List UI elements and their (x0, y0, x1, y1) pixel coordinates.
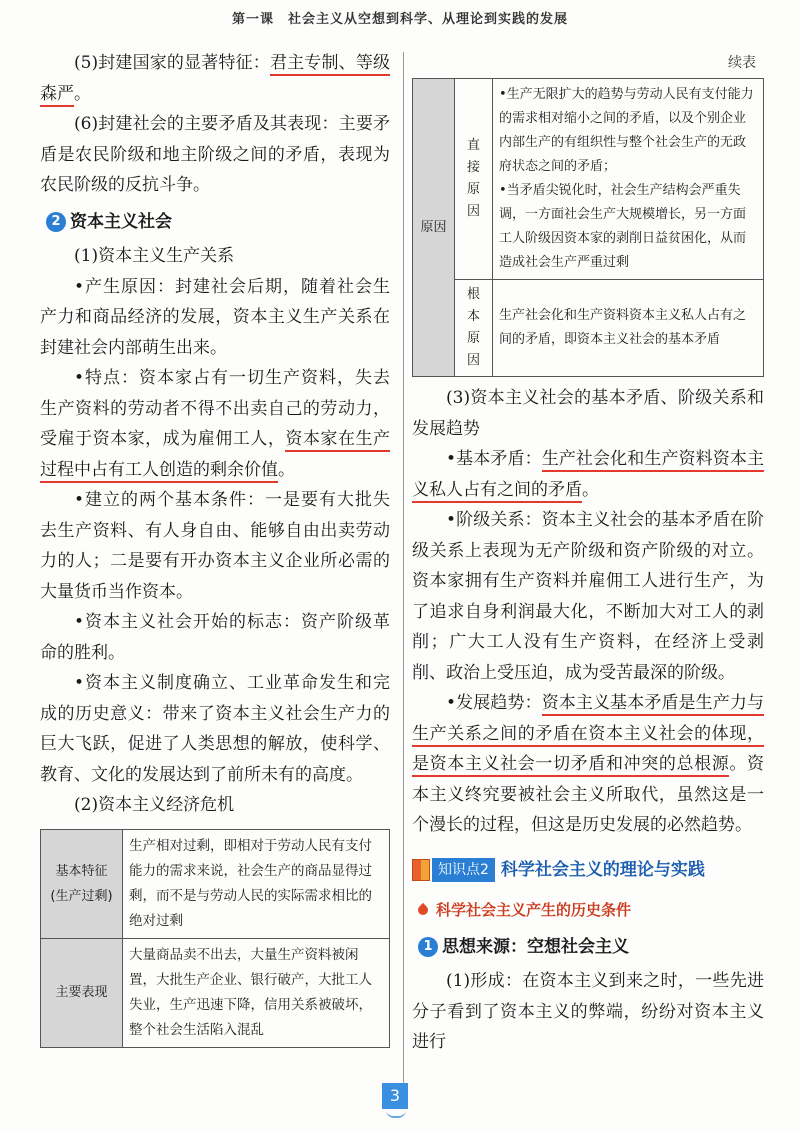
table-label-cause: 原因 (413, 79, 455, 377)
section-title: 资本主义社会 (70, 211, 172, 232)
paragraph-significance: •资本主义制度确立、工业革命发生和完成的历史意义：带来了资本主义社会生产力的巨大飞跃，促进了人类思想的解放，使科学、教育、文化的发展达到了前所未有的高度。 (40, 673, 390, 785)
underlined-answer: 生产社会化和生产资料资本主义私人占有之间的矛盾 (412, 449, 764, 503)
paragraph-relations-heading: (1)资本主义生产关系 (74, 246, 235, 266)
course-label: 第一课 (231, 12, 274, 27)
crisis-table-continued (412, 78, 764, 377)
chapter-title: 社会主义从空想到科学、从理论到实践的发展 (288, 12, 569, 27)
table-row (413, 280, 764, 377)
table-label: 主要表现 (41, 938, 123, 1047)
knowledge-point-banner (412, 855, 764, 886)
underlined-answer: 资本家在生产过程中占有工人创造的剩余价值 (40, 429, 390, 483)
paragraph-contradiction-heading: (3)资本主义社会的基本矛盾、阶级关系和发展趋势 (412, 388, 764, 439)
column-divider (403, 52, 404, 1092)
table-cell-direct: •生产无限扩大的趋势与劳动人民有支付能力的需求相对缩小之间的矛盾，以及个别企业内部生产的有组织性与整个社会生产的无政府状态之间的矛盾； •当矛盾尖锐化时，社会生产结构会严重失调，一方面社会生产大规模增长，另一方面工人阶级因资本家的剥削日益贫困化，从而造成社会生产严重过剩 (493, 79, 764, 280)
table-row (41, 938, 390, 1047)
table-label-root: 根本原因 (455, 280, 493, 377)
section-title: 思想来源：空想社会主义 (442, 936, 629, 957)
table-cell-root: 生产社会化和生产资料资本主义私人占有之间的矛盾，即资本主义社会的基本矛盾 (493, 280, 764, 377)
table-row (413, 79, 764, 280)
page-header (0, 8, 800, 27)
crisis-table (40, 829, 390, 1048)
table-label: 基本特征 (生产过剩) (41, 829, 123, 938)
number-circle-icon: 2 (46, 212, 66, 232)
table-label-direct: 直接原因 (455, 79, 493, 280)
paragraph-crisis-heading: (2)资本主义经济危机 (74, 795, 235, 815)
section-utopian-socialism (418, 932, 764, 963)
paragraph-features: •特点：资本家占有一切生产资料，失去生产资料的劳动者不得不出卖自己的劳动力，受雇于资本家，成为雇佣工人，资本家在生产过程中占有工人创造的剩余价值。 (40, 363, 390, 485)
paragraph-trend: •发展趋势：资本主义基本矛盾是生产力与生产关系之间的矛盾在资本主义社会的体现，是资本主义社会一切矛盾和冲突的总根源。资本主义终究要被社会主义所取代，虽然这是一个漫长的过程，但这是历史发展的必然趋势。 (412, 693, 765, 835)
section-capitalist-society (46, 207, 390, 238)
continued-label: 续表 (728, 55, 756, 71)
book-icon (412, 859, 430, 881)
paragraph-origin: •产生原因：封建社会后期，随着社会生产力和商品经济的发展，资本主义生产关系在封建社会内部萌生出来。 (40, 276, 390, 358)
leaf-icon (416, 903, 430, 917)
left-column (40, 48, 390, 1048)
paragraph-start-sign: •资本主义社会开始的标志：资产阶级革命的胜利。 (40, 612, 390, 663)
underlined-answer: 资本主义基本矛盾是生产力与生产关系之间的矛盾在资本主义社会的体现，是资本主义社会一切矛盾和冲突的总根源 (412, 693, 764, 777)
table-cell: 生产相对过剩，即相对于劳动人民有支付能力的需求来说，社会生产的商品显得过剩，而不是与劳动人民的实际需求相比的绝对过剩 (123, 829, 390, 938)
page-number: 3 (382, 1083, 408, 1109)
table-cell: 大量商品卖不出去，大量生产资料被闲置，大批生产企业、银行破产，大批工人失业，生产迅速下降，信用关系被破坏，整个社会生活陷入混乱 (123, 938, 390, 1047)
knowledge-point-title: 科学社会主义的理论与实践 (500, 859, 705, 880)
subsection-title: 科学社会主义产生的历史条件 (418, 895, 764, 926)
table-row (41, 829, 390, 938)
underlined-answer: 君主专制、等级森严 (40, 53, 390, 107)
paragraph-feudal-state: (5)封建国家的显著特征：君主专制、等级森严。 (40, 48, 390, 109)
paragraph-basic-contradiction: •基本矛盾：生产社会化和生产资料资本主义私人占有之间的矛盾。 (412, 444, 764, 505)
knowledge-point-tag: 知识点2 (432, 858, 495, 882)
right-column (412, 48, 764, 1058)
paragraph-feudal-contradiction: (6)封建社会的主要矛盾及其表现：主要矛盾是农民阶级和地主阶级之间的矛盾，表现为农民阶级的反抗斗争。 (40, 114, 390, 195)
paragraph-class-relations: •阶级关系：资本主义社会的基本矛盾在阶级关系上表现为无产阶级和资产阶级的对立。资本家拥有生产资料并雇佣工人进行生产，为了追求自身利润最大化，不断加大对工人的剥削；广大工人没有生产资料，在经济上受剥削、政治上受压迫，成为受苦最深的阶级。 (412, 510, 764, 683)
paragraph-formation: (1)形成：在资本主义到来之时，一些先进分子看到了资本主义的弊端，纷纷对资本主义进行 (412, 971, 764, 1052)
paragraph-conditions: •建立的两个基本条件：一是要有大批失去生产资料、有人身自由、能够自由出卖劳动力的人；二是要有开办资本主义企业所必需的大量货币当作资本。 (40, 490, 390, 602)
number-circle-icon: 1 (418, 937, 438, 957)
page-decoration-icon (386, 1110, 406, 1118)
